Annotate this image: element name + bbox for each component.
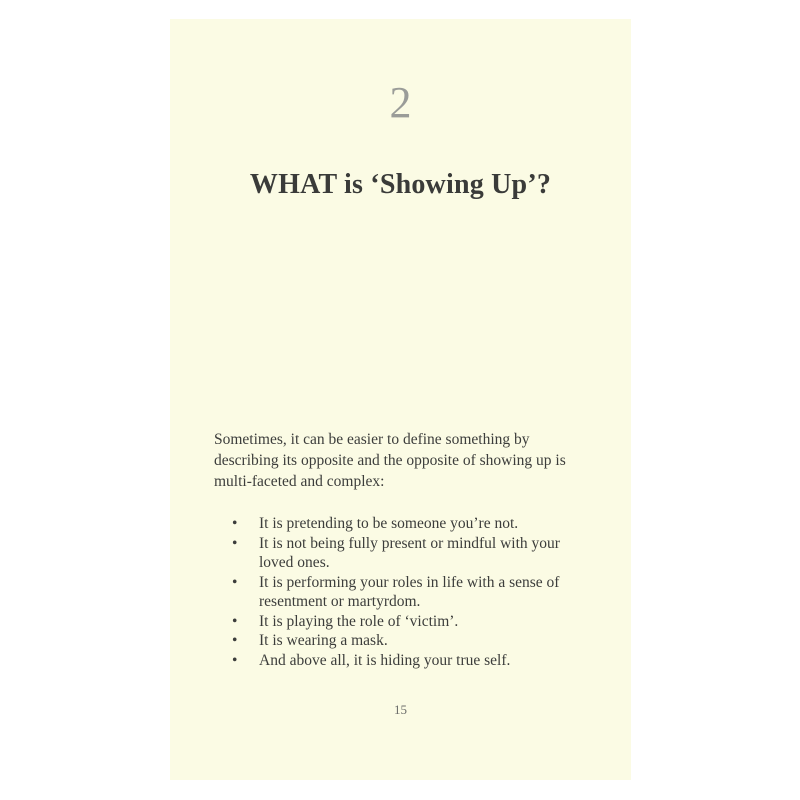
list-item [230, 514, 570, 534]
chapter-title: WHAT is ‘Showing Up’? [249, 169, 552, 200]
list-item-text: And above all, it is hiding your true self. [259, 651, 511, 669]
intro-paragraph: Sometimes, it can be easier to define something by describing its opposite and the opposite of showing up is multi-faceted and complex: [214, 431, 566, 490]
list-item [230, 651, 570, 671]
list-item [230, 534, 570, 573]
book-page [170, 19, 631, 780]
bullet-icon: • [232, 573, 238, 591]
list-item [230, 612, 570, 632]
list-item-text: It is not being fully present or mindful with your loved ones. [259, 534, 560, 571]
bullet-icon: • [232, 515, 238, 532]
page-number: 15 [394, 702, 407, 717]
list-item-text: It is performing your roles in life with a sense of resentment or martyrdom. [259, 573, 560, 610]
list-item-text: It is playing the role of ‘victim’. [259, 612, 459, 630]
bullet-list [230, 514, 570, 670]
list-item-text: It is wearing a mask. [259, 632, 388, 649]
list-item-text: It is pretending to be someone you’re not. [259, 515, 519, 532]
list-item [230, 573, 570, 612]
bullet-icon: • [232, 632, 238, 649]
bullet-icon: • [232, 651, 238, 669]
list-item [230, 631, 570, 651]
bullet-icon: • [232, 612, 238, 630]
chapter-number: 2 [389, 78, 412, 127]
bullet-icon: • [232, 534, 238, 552]
